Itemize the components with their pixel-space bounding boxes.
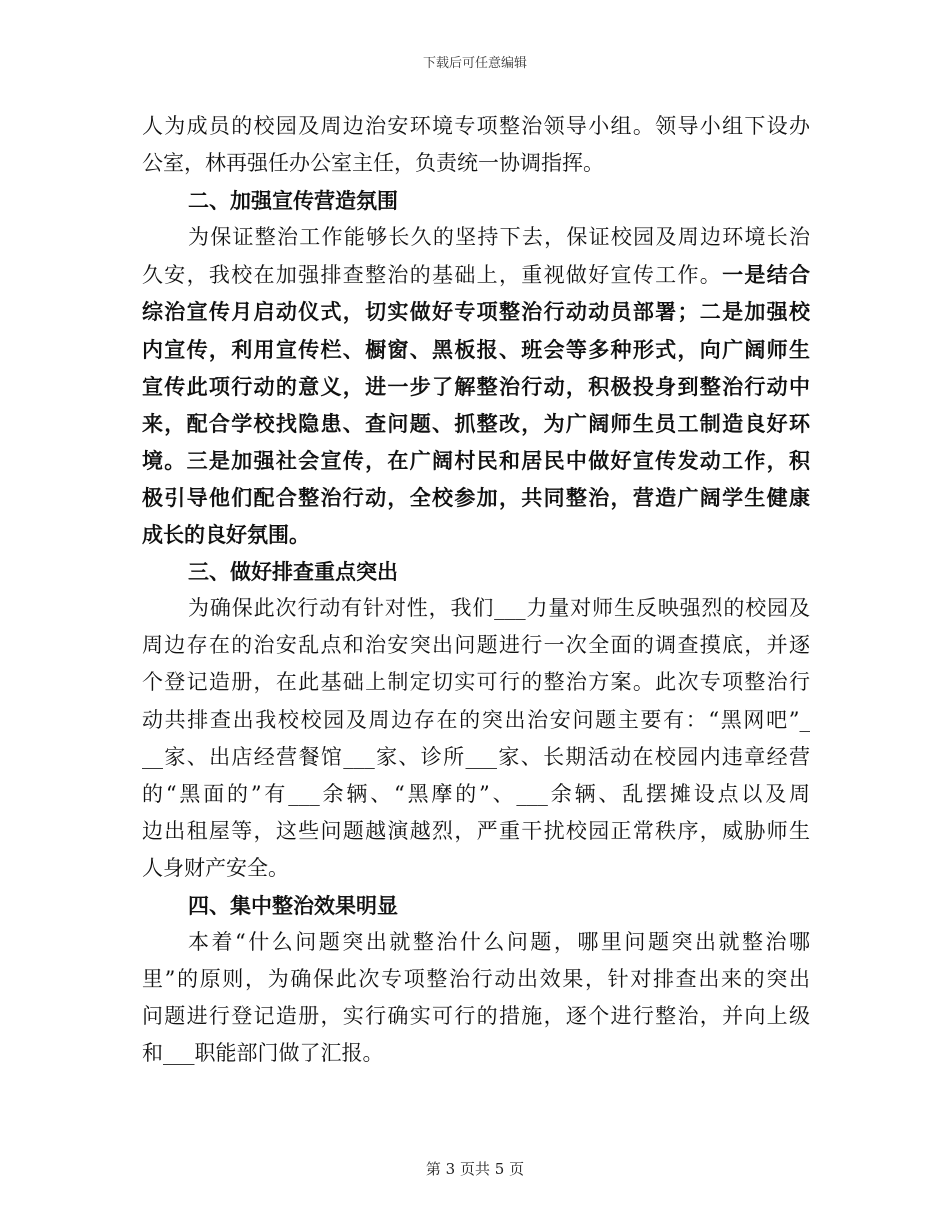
paragraph-line: 问题进行登记造册，实行确实可行的措施，逐个进行整治，并向上级 <box>142 1004 810 1029</box>
line-text-plain: 久安，我校在加强排查整治的基础上，重视做好宣传工作。 <box>142 263 723 288</box>
paragraph-line: 为确保此次行动有针对性，我们___力量对师生反映强烈的校园及 <box>188 596 810 621</box>
section-heading: 二、加强宣传营造氛围 <box>188 188 398 214</box>
paragraph-line: 的“黑面的”有___余辆、“黑摩的”、___余辆、乱摆摊设点以及周 <box>142 781 810 806</box>
paragraph-line <box>142 256 810 293</box>
paragraph-line: 境。三是加强社会宣传，在广阔村民和居民中做好宣传发动工作，积 <box>142 447 810 473</box>
paragraph-line: 成长的良好氛围。 <box>142 522 310 548</box>
paragraph-line: 综治宣传月启动仪式，切实做好专项整治行动动员部署；二是加强校 <box>142 299 810 325</box>
page-footer: 第 3 页共 5 页 <box>425 1160 525 1178</box>
paragraph-line: 人为成员的校园及周边治安环境专项整治领导小组。领导小组下设办 <box>142 114 810 138</box>
paragraph-line: 来，配合学校找隐患、查问题、抓整改，为广阔师生员工制造良好环 <box>142 410 810 436</box>
paragraph-line: 人身财产安全。 <box>142 855 289 880</box>
paragraph-line: 公室，林再强任办公室主任，负责统一协调指挥。 <box>142 151 604 176</box>
paragraph-line: 动共排查出我校校园及周边存在的突出治安问题主要有：“黑网吧”_ <box>142 707 810 732</box>
document-body <box>142 108 810 1072</box>
paragraph-line: __家、出店经营餐馆___家、诊所___家、长期活动在校园内违章经营 <box>142 744 810 769</box>
paragraph-line: 宣传此项行动的意义，进一步了解整治行动，积极投身到整治行动中 <box>142 373 810 399</box>
paragraph-line: 本着“什么问题突出就整治什么问题，哪里问题突出就整治哪 <box>188 930 810 955</box>
section-heading: 三、做好排查重点突出 <box>188 559 398 585</box>
page-header: 下载后可任意编辑 <box>422 56 527 71</box>
paragraph-line: 个登记造册，在此基础上制定切实可行的整治方案。此次专项整治行 <box>142 670 810 695</box>
line-text-bold: 一是结合 <box>722 262 811 288</box>
paragraph-line: 和___职能部门做了汇报。 <box>142 1041 384 1066</box>
paragraph-line: 里”的原则，为确保此次专项整治行动出效果，针对排查出来的突出 <box>142 967 810 992</box>
section-heading: 四、集中整治效果明显 <box>188 892 398 918</box>
paragraph-line: 内宣传，利用宣传栏、橱窗、黑板报、班会等多种形式，向广阔师生 <box>142 336 810 362</box>
paragraph-line: 边出租屋等，这些问题越演越烈，严重干扰校园正常秩序，威胁师生 <box>142 818 810 843</box>
paragraph-line: 周边存在的治安乱点和治安突出问题进行一次全面的调查摸底，并逐 <box>142 633 810 658</box>
paragraph-line: 为保证整治工作能够长久的坚持下去，保证校园及周边环境长治 <box>188 225 810 250</box>
paragraph-line: 极引导他们配合整治行动，全校参加，共同整治，营造广阔学生健康 <box>142 484 810 510</box>
